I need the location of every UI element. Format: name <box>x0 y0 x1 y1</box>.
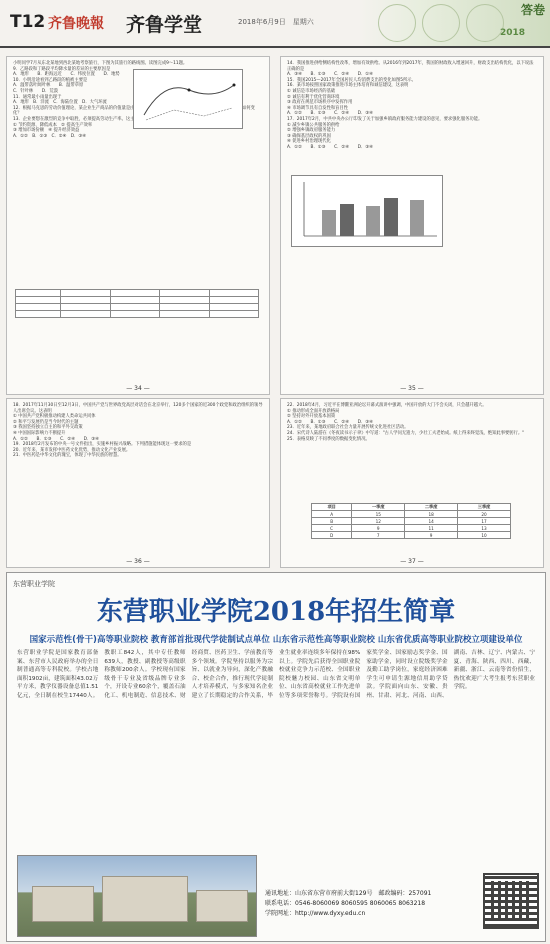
table-cell: 11 <box>405 525 458 532</box>
consumption-chart-figure <box>291 175 443 247</box>
banner-year: 2018 <box>500 28 526 38</box>
ad-body-text: 东营职业学院是国家教育部备案、东营市人民政府举办的全日制普通高等专科院校。学校占地面积1902亩，建筑面积43.02万平方米，教学仪器设备总值1.51亿元，全日制在校生17440人。教职工842人，其中专任教师639人，教授、副教授等高级职称教师200余人。学校现有国家级骨干专业及省级品牌专业多个，开设专业60余个，覆盖石油化工、机电制造、信息技术、财经商贸、医药卫生、学前教育等多个领域。学院坚持以服务为宗旨、以就业为导向，深化产教融合、校企合作，推行现代学徒制人才培养模式，与多家知名企业建立了长期稳定的合作关系，毕业生就业率连续多年保持在98%以上。学院先后获得全国职业院校就业竞争力示范校、全国职业院校魅力校园、山东省文明单位、山东省高校就业工作先进单位等多项荣誉称号。学院设有国家奖学金、国家励志奖学金、国家助学金，同时设立院级奖学金及勤工助学岗位，家庭经济困难学生可申请生源地信用助学贷款。学院面向山东、安徽、贵州、甘肃、河北、河南、山西、湖南、吉林、辽宁、内蒙古、宁夏、青海、陕西、四川、西藏、新疆、浙江、云南等省份招生，热忱欢迎广大考生报考东营职业学院。 <box>17 650 535 699</box>
bar <box>340 204 354 236</box>
campus-photo <box>17 855 257 937</box>
table-header-cell: 一季度 <box>352 504 405 511</box>
data-table <box>311 503 511 539</box>
bar <box>384 198 398 236</box>
border-line <box>146 108 232 120</box>
campus-building <box>32 886 94 922</box>
campus-building <box>196 890 248 922</box>
page-mark: — 37 — <box>400 558 424 565</box>
table-row <box>312 525 511 532</box>
bar <box>366 206 380 236</box>
exam-page-34 <box>6 56 270 395</box>
table-header-cell: 二季度 <box>405 504 458 511</box>
table-header-cell: 三季度 <box>458 504 511 511</box>
exam-questions: 小明同学7月从东北某地到西北某地考察旅行，下图为其旅行的路线图。读图完成9～11题。 9．乙路段和丁路段平均降水量的差异的主要原因是 A．地形 B．距海远近 C．纬度位置 D．地势 10．小明沿途看到乙路段的植被主要是 A．温带落叶阔叶林 B．温带草原 C．针叶林 D．荒漠 11．通常最小雨量出现于 A．地形 B．洋流 C．海陆位置 D．大气环流 12．根据马克思的劳动价值理论，某企业生产商品的价值量是由什么决定的？企业的劳动生产率提高时，单位商品价值量如何变化？ 13．企业要想在激烈的竞争中取胜，必须提高劳动生产率。这主要是因为 ① 节约资源、降低成本 ② 提高生产效率 ③ 增加市场份额 ④ 提升经济效益 A．①② B．①③ C．②④ D．③④ <box>13 61 255 139</box>
table-cell: C <box>312 525 352 532</box>
issue-date: 2018年6月9日 星期六 <box>238 18 314 26</box>
bar <box>322 210 336 236</box>
qr-code <box>483 873 539 929</box>
table-header-cell: 项目 <box>312 504 352 511</box>
banner-circle <box>422 4 460 42</box>
table-cell: B <box>312 518 352 525</box>
table-cell: 14 <box>405 518 458 525</box>
route-map-figure <box>133 69 243 129</box>
table-cell: 12 <box>352 518 405 525</box>
page-mark: — 34 — <box>126 385 150 392</box>
page-header <box>0 0 550 48</box>
banner-circle <box>378 4 416 42</box>
exam-page-36 <box>6 398 270 568</box>
table-row <box>312 532 511 539</box>
table-cell: A <box>312 511 352 518</box>
school-logo: 东营职业学院 <box>13 580 55 588</box>
contact-info <box>265 889 475 919</box>
contact-website: 学院网址：http://www.dyxy.edu.cn <box>265 910 366 917</box>
banner-slogan: 答卷 <box>520 3 545 17</box>
table-cell: 18 <box>405 511 458 518</box>
table-cell: 10 <box>458 532 511 539</box>
page-mark: — 36 — <box>126 558 150 565</box>
table-cell: 9 <box>352 525 405 532</box>
table-cell: 13 <box>458 525 511 532</box>
table-cell: 20 <box>458 511 511 518</box>
contact-address: 通讯地址：山东省东营市府前大街129号 邮政编码：257091 <box>265 890 432 897</box>
ad-headline: 东营职业学院2018年招生简章 <box>96 597 456 627</box>
commodity-table <box>15 289 259 318</box>
campus-building <box>102 876 188 922</box>
table-row <box>312 511 511 518</box>
contact-phone: 联系电话：0546-8060069 8060595 8060065 8063218 <box>265 900 426 907</box>
city-dot <box>188 89 191 92</box>
bar <box>410 200 424 236</box>
admission-advertisement <box>6 572 546 942</box>
exam-questions: 18．2017年11月30日至12月3日，中国共产党与世界政党高层对话会在北京举行，120多个国家的近300个政党和政治组织的领导人出席会议。这表明 ① 中国共产党积极推动构建人类命运共同体 ② 和平与发展仍是当今时代的主题 ③ 我国坚持独立自主的和平外交政策 ④ 中国国际影响力不断提升 A．①② B．①③ C．②④ D．③④ 19．2018年2月发布的中央一号文件指出，实施乡村振兴战略。下列措施能体现这一要求的是 20．近年来，某市发挥中医药文化优势，推动文化产业发展。 21．中医药是中华文化的瑰宝，体现了中华民族的智慧。 <box>13 403 263 459</box>
table-cell: 7 <box>352 532 405 539</box>
table-cell: 9 <box>405 532 458 539</box>
exam-page-37 <box>280 398 544 568</box>
city-dot <box>233 84 236 87</box>
exam-questions: 14．我国推进供给侧结构性改革，增加有效供给。从2016年到2017年，我国的财政收入增速回升，财政支出结构优化，以下说法正确的是 A．③④ B．①③ C．②④ D．①④ 15．我国2015—2017年全国居民人均消费支出的变化如图5所示。 16．某市场按照国家政策推进市场主体培育和诚信建设，这表明 ① 诚信是市场经济的基础 ② 诚信有利于优化营商环境 ③ 政府在规范市场秩序中发挥作用 ④ 市场调节具有自发性和盲目性 A．①② B．①③ C．②④ D．③④ 17．2017年2月，中共中央办公厅印发了关于加强乡镇政府服务能力建设的意见，要求强化服务功能。 ① 减少乡镇公共服务的供给 ② 增强乡镇政府服务能力 ③ 确保基层政权的巩固 ④ 促进乡村治理现代化 A．①② B．①③ C．②④ D．③④ <box>287 61 534 150</box>
banner-circle <box>466 4 504 42</box>
section-title: 齐鲁学堂 <box>126 14 203 36</box>
table-cell: D <box>312 532 352 539</box>
exam-page-35 <box>280 56 544 395</box>
page-mark: — 35 — <box>400 385 424 392</box>
table-row <box>312 518 511 525</box>
brand-logo: 齐鲁晚報 <box>48 16 104 32</box>
table-cell: 15 <box>352 511 405 518</box>
page-number: T12 <box>10 12 46 32</box>
exam-questions: 22．2018年4月，习近平在博鳌亚洲论坛开幕式演讲中强调，中国开放的大门不会关闭，只会越开越大。 ① 推动形成全面开放新格局 ② 坚持对外开放基本国策 A．①② B．①③ C．②④ D．③④ 23．近年来，某地政府联合社会力量开展传统文化进社区活动。 24．宋代诗人陆游在《冬夜读书示子聿》中写道："古人学问无遗力，少壮工夫老始成。纸上得来终觉浅，绝知此事要躬行。" 25．表格反映了不同季度的数据变化情况。 <box>287 403 525 442</box>
table-cell: 17 <box>458 518 511 525</box>
ad-subhead: 国家示范性(骨干)高等职业院校 教育部首批现代学徒制试点单位 山东省示范性高等职业院校 山东省优质高等职业院校立项建设单位 <box>29 635 523 645</box>
